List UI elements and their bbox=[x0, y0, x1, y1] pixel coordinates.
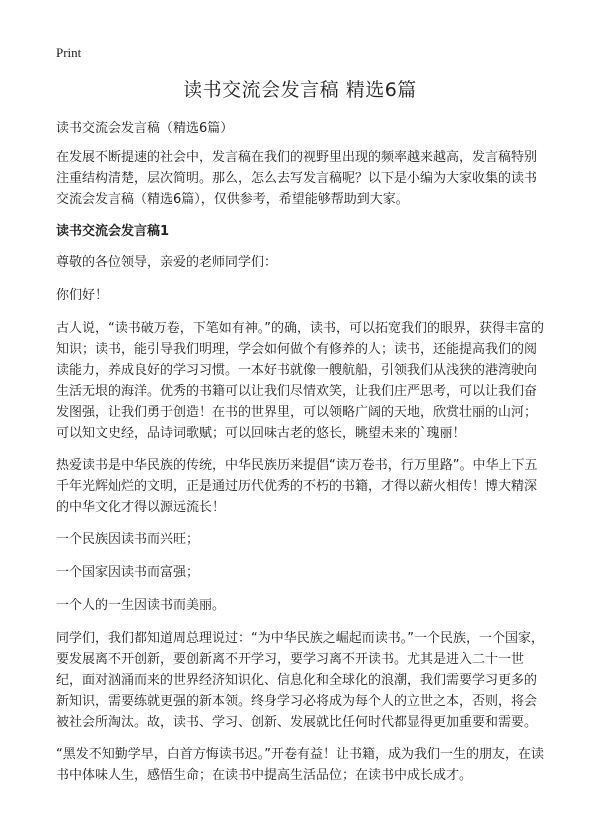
body-paragraph: 一个民族因读书而兴旺； bbox=[56, 532, 200, 547]
page-title: 读书交流会发言稿 精选6篇 bbox=[183, 79, 417, 101]
greeting-line: 尊敬的各位领导，亲爱的老师同学们： bbox=[56, 255, 278, 270]
body-paragraph: 一个人的一生因读书而美丽。 bbox=[56, 598, 226, 613]
section-heading: 读书交流会发言稿1 bbox=[56, 224, 170, 239]
print-link[interactable]: Print bbox=[56, 45, 82, 60]
article-subtitle: 读书交流会发言稿（精选6篇） bbox=[56, 121, 234, 136]
body-paragraph: 古人说，“读书破万卷，下笔如有神。”的确，读书，可以拓宽我们的眼界，获得丰富的知识；读书，能引导我们明理，学会如何做个有修养的人；读书，还能提高我们的阅读能力，养成良好的学习习惯。一本好书就像一艘航船，引领我们从浅狭的港湾驶向生活无垠的海洋。优秀的书籍可以让我们尽情欢笑，让我们庄严思考，可以让我们奋发图强，让我们勇于创造！在书的世界里，可以领略广阔的天地，欣赏壮丽的山河；可以知文史经，品诗词歌赋；可以回味古老的悠长，眺望未来的`瑰丽！ bbox=[56, 321, 544, 441]
hello-line: 你们好！ bbox=[56, 288, 109, 303]
body-paragraph: 同学们，我们都知道周总理说过：“为中华民族之崛起而读书。”一个民族，一个国家，要发展离不开创新，要创新离不开学习，要学习离不开读书。尤其是进入二十一世纪，面对汹涌而来的世界经济知识化、信息化和全球化的浪潮，我们需要学习更多的新知识，需要练就更强的新本领。终身学习必将成为每个人的立世之本，否则，将会被社会所淘汰。故，读书、学习、创新、发展就比任何时代都显得更加重要和需要。 bbox=[56, 631, 544, 730]
body-paragraph: 一个国家因读书而富强； bbox=[56, 565, 200, 580]
article-body bbox=[56, 118, 544, 797]
body-paragraph: “黑发不知勤学早，白首方悔读书迟。”开卷有益！让书籍，成为我们一生的朋友，在读书中体味人生，感悟生命；在读书中提高生活品位；在读书中成长成才。 bbox=[56, 747, 544, 783]
intro-paragraph: 在发展不断提速的社会中，发言稿在我们的视野里出现的频率越来越高，发言稿特别注重结构清楚，层次简明。那么，怎么去写发言稿呢？以下是小编为大家收集的读书交流会发言稿（精选6篇），仅供参考，希望能够帮助到大家。 bbox=[56, 150, 538, 207]
body-paragraph: 热爱读书是中华民族的传统，中华民族历来提倡“读万卷书，行万里路”。中华上下五千年光辉灿烂的文明，正是通过历代优秀的不朽的书籍，才得以薪火相传！博大精深的中华文化才得以源远流长！ bbox=[56, 458, 538, 515]
